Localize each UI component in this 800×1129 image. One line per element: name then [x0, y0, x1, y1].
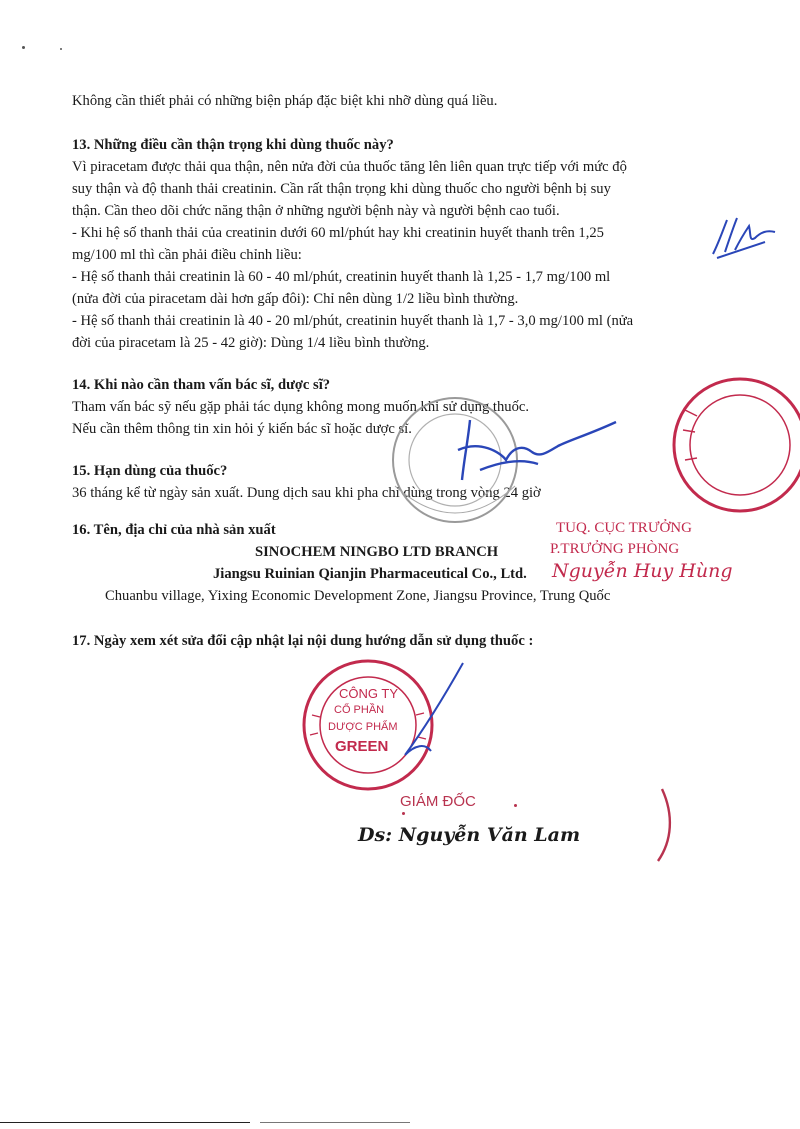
footer-rule — [0, 1122, 250, 1123]
section-13-line: mg/100 ml thì cần phải điều chỉnh liều: — [72, 247, 302, 263]
company-stamp-line-3: DƯỢC PHẨM — [328, 721, 398, 733]
manufacturer-company: Jiangsu Ruinian Qianjin Pharmaceutical Co., Ltd. — [213, 566, 527, 582]
manufacturer-name: SINOCHEM NINGBO LTD BRANCH — [255, 544, 499, 560]
margin-mark — [650, 785, 680, 865]
section-14-line: Tham vấn bác sỹ nếu gặp phải tác dụng không mong muốn khi sử dụng thuốc. — [72, 399, 529, 415]
section-14-line: Nếu cần thêm thông tin xin hỏi ý kiến bác sĩ hoặc dược sĩ. — [72, 421, 412, 437]
approval-signer: Nguyễn Huy Hùng — [552, 560, 733, 582]
ornament-dot — [402, 812, 405, 815]
section-13-line: (nửa đời của piracetam dài hơn gấp đôi): Chỉ nên dùng 1/2 liều bình thường. — [72, 291, 519, 307]
section-13-heading: 13. Những điều cần thận trọng khi dùng thuốc này? — [72, 137, 394, 153]
scan-speck — [60, 48, 62, 50]
section-16-heading: 16. Tên, địa chỉ của nhà sản xuất — [72, 522, 276, 538]
section-13-line: - Hệ số thanh thải creatinin là 40 - 20 ml/phút, creatinin huyết thanh là 1,7 - 3,0 mg/100 ml (nửa — [72, 313, 634, 329]
scan-speck — [22, 46, 25, 49]
overdose-note: Không cần thiết phải có những biện pháp đặc biệt khi nhỡ dùng quá liều. — [72, 93, 498, 109]
company-stamp-line-2: CỔ PHẦN — [334, 704, 385, 716]
section-14-heading: 14. Khi nào cần tham vấn bác sĩ, dược sĩ? — [72, 377, 331, 393]
section-13-line: suy thận và độ thanh thải creatinin. Cần rất thận trọng khi dùng thuốc cho người bệnh bị suy — [72, 181, 611, 197]
section-13-line: - Khi hệ số thanh thải của creatinin dưới 60 ml/phút hay khi creatinin huyết thanh trên 1,25 — [72, 225, 604, 241]
manufacturer-address: Chuanbu village, Yixing Economic Development Zone, Jiangsu Province, Trung Quốc — [105, 588, 611, 604]
director-name: Ds: Nguyễn Văn Lam — [358, 824, 581, 846]
section-17-heading: 17. Ngày xem xét sửa đổi cập nhật lại nội dung hướng dẫn sử dụng thuốc : — [72, 633, 534, 649]
section-13-line: - Hệ số thanh thải creatinin là 60 - 40 ml/phút, creatinin huyết thanh là 1,25 - 1,7 mg/100 ml — [72, 269, 611, 285]
section-15-heading: 15. Hạn dùng của thuốc? — [72, 463, 228, 479]
section-13-line: Vì piracetam được thải qua thận, nên nửa đời của thuốc tăng lên liên quan trực tiếp với mức độ — [72, 159, 627, 175]
company-stamp-line-1: CÔNG TY — [339, 686, 398, 701]
company-stamp-line-4: GREEN — [335, 738, 389, 755]
approval-line-2: P.TRƯỞNG PHÒNG — [550, 541, 680, 557]
margin-initial-signature — [705, 212, 785, 262]
director-signature — [375, 655, 475, 765]
section-13-line: đời của piracetam là 25 - 42 giờ): Dùng 1/4 liều bình thường. — [72, 335, 430, 351]
approval-line-1: TUQ. CỤC TRƯỞNG — [556, 520, 692, 536]
agency-red-stamp — [655, 370, 800, 520]
director-title: GIÁM ĐỐC — [400, 793, 476, 810]
section-13-line: thận. Cần theo dõi chức năng thận ở những người bệnh này và người bệnh cao tuổi. — [72, 203, 560, 219]
agency-signature — [440, 400, 640, 500]
section-15-line: 36 tháng kể từ ngày sản xuất. Dung dịch sau khi pha chỉ dùng trong vòng 24 giờ — [72, 485, 541, 501]
footer-rule — [260, 1122, 410, 1123]
ornament-dot — [514, 804, 517, 807]
